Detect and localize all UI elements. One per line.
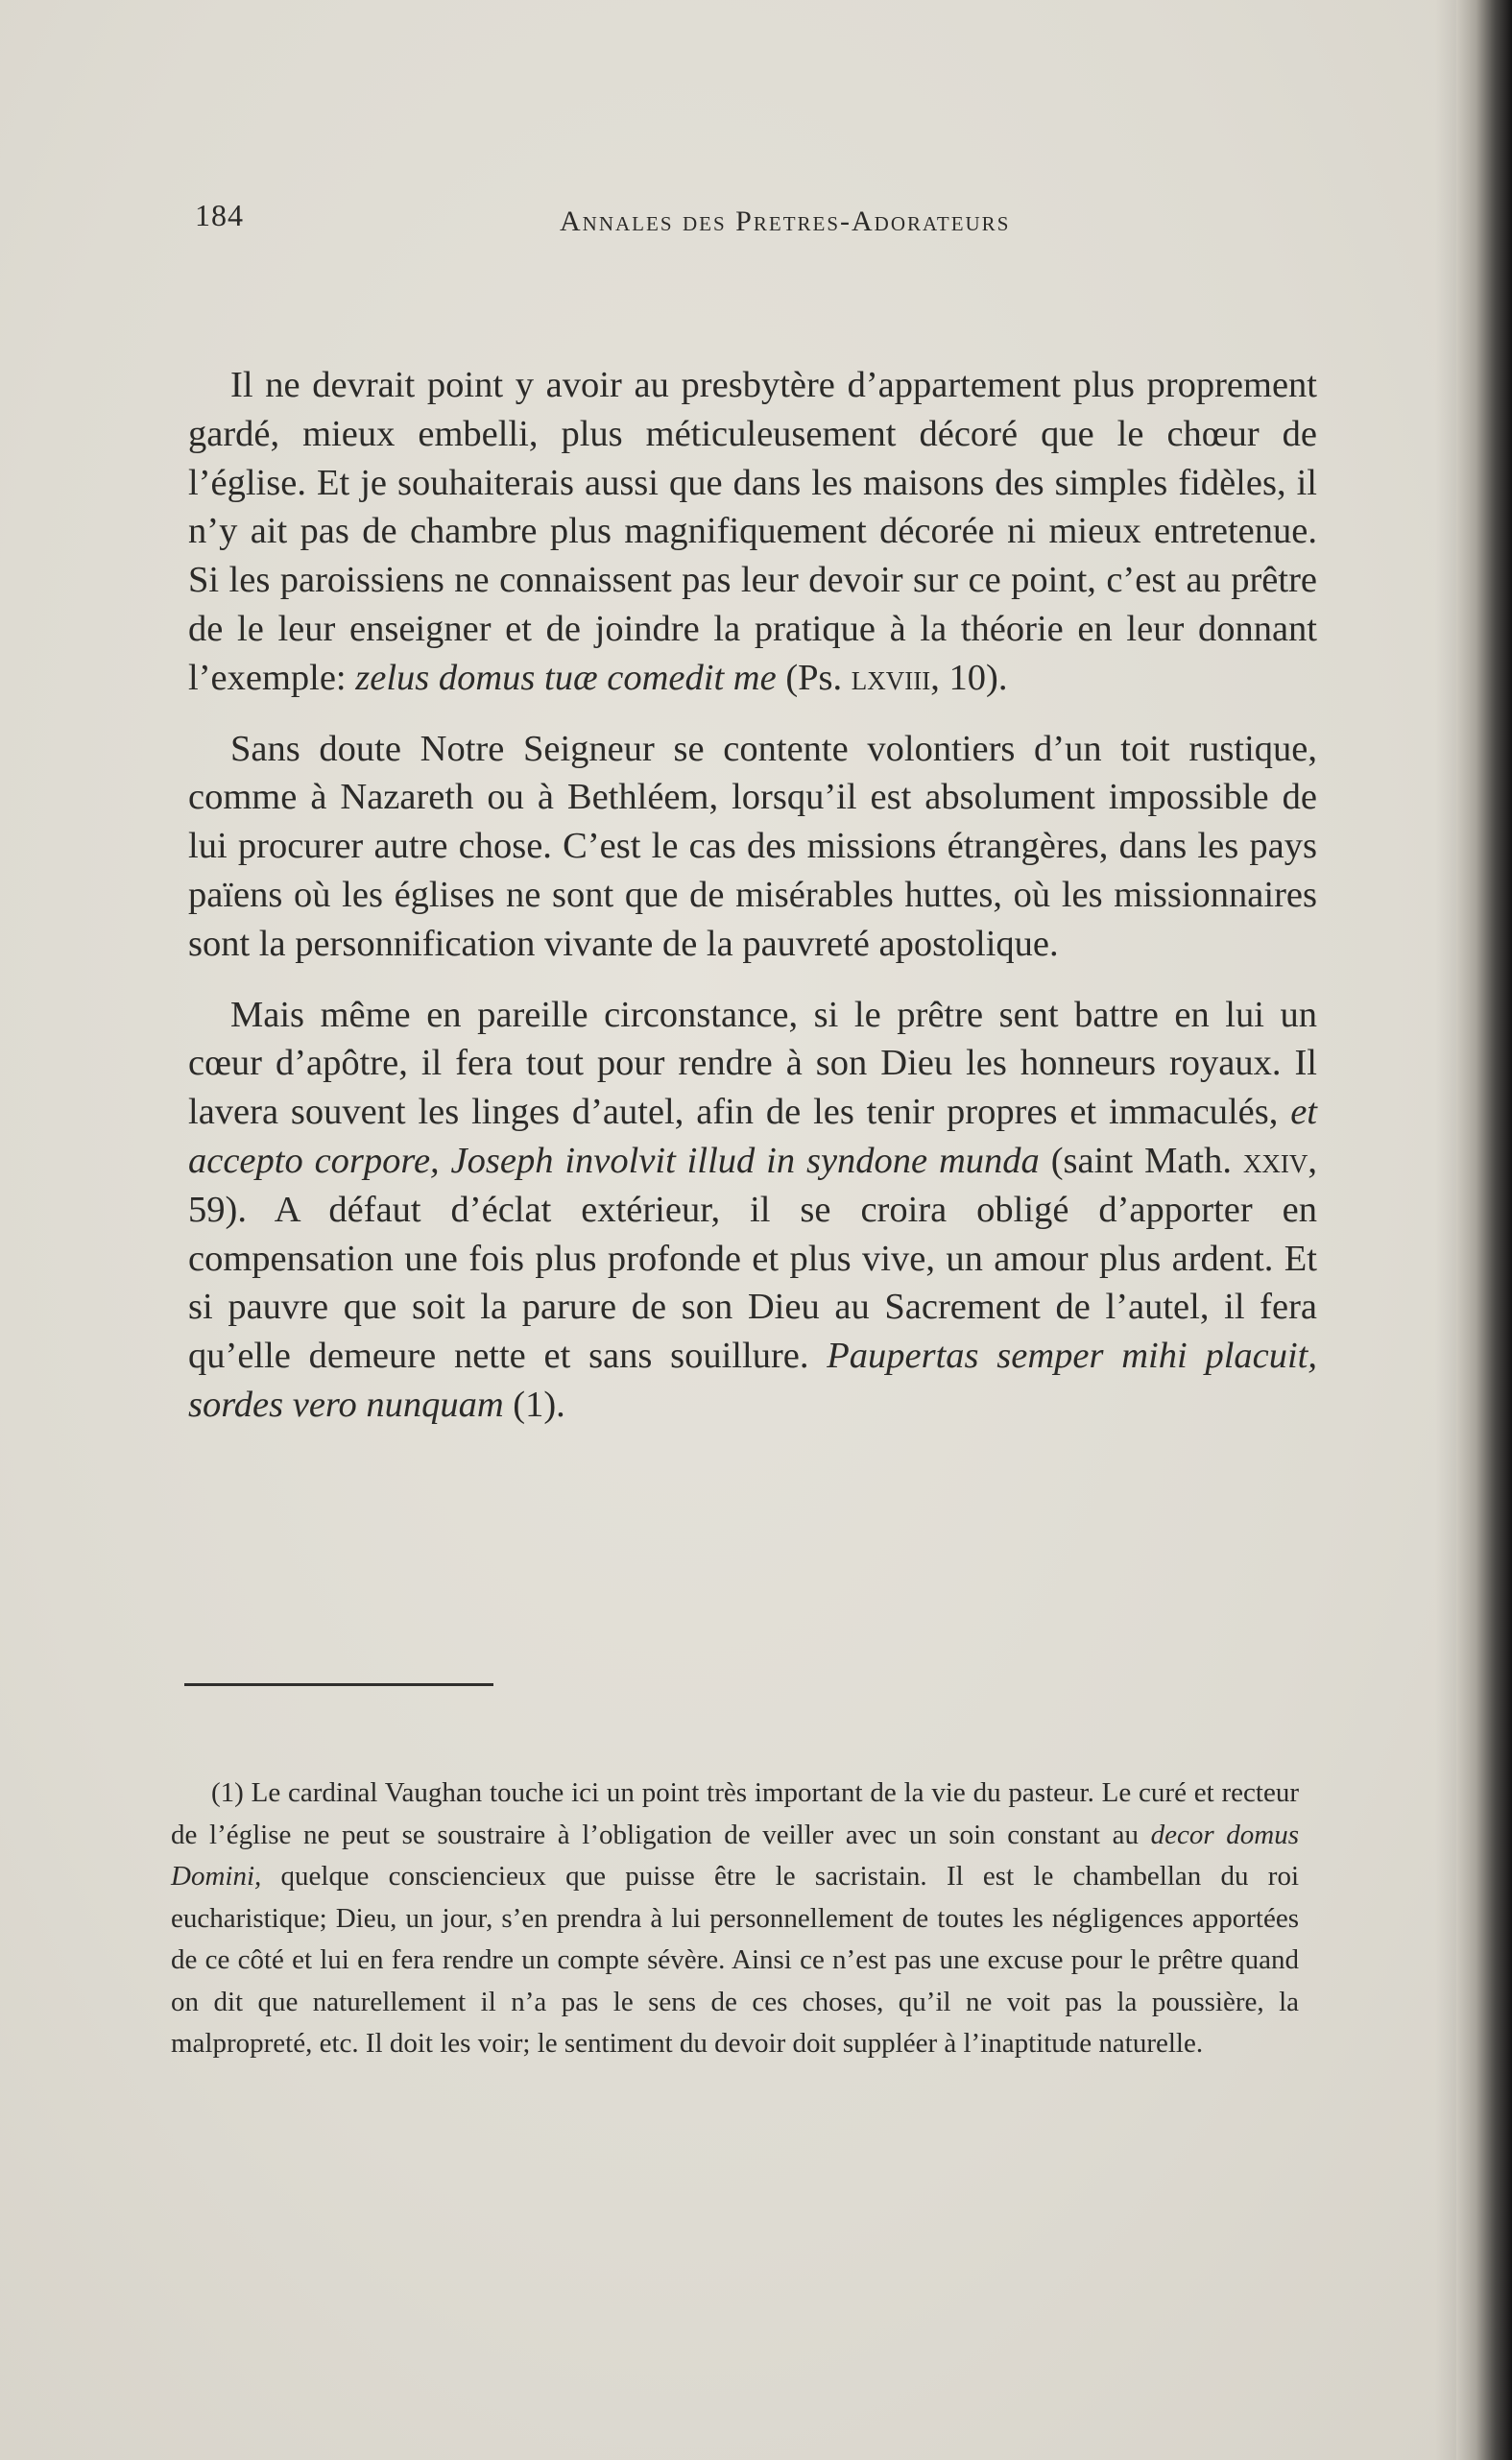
paragraph — [188, 725, 1317, 969]
footnote-text: quelque consciencieux que puisse être le sacristain. Il est le chambellan du roi eucharistique; Dieu, un jour, s’en prendra à lui personnellement de toutes les négligences apportées de ce côté et lui en fera rendre un compte sévère. Ainsi ce n’est pas une excuse pour le prêtre quand on dit que naturellement il n’a pas le sens de ces choses, qu’il ne voit pas la poussière, la malpropreté, etc. Il doit les voir; le sentiment du devoir doit suppléer à l’inaptitude naturelle. — [171, 1861, 1299, 2059]
paragraph-text: , 59). A défaut d’éclat extérieur, il se croira obligé d’apporter en compensation une fois plus profonde et plus vive, un amour plus ardent. Et si pauvre que soit la parure de son Dieu au Sacrement de l’autel, il fera qu’elle demeure nette et sans souillure. — [188, 1140, 1317, 1377]
footnote-rule — [184, 1683, 493, 1686]
main-text — [188, 361, 1317, 1452]
roman-numeral: lxviii — [851, 657, 931, 698]
running-title: Annales des Pretres-Adorateurs — [560, 205, 1011, 237]
roman-numeral: xxiv — [1242, 1140, 1308, 1181]
paragraph-text: , 10). — [930, 657, 1008, 698]
latin-quote: decor domus Domini, — [171, 1819, 1300, 1892]
page-number: 184 — [195, 198, 244, 232]
paragraph — [188, 361, 1317, 703]
paragraph-text: (1). — [503, 1384, 565, 1425]
binding-shadow — [1435, 0, 1456, 2460]
paragraph-text: (saint Math. — [1039, 1140, 1243, 1181]
book-spine — [1456, 0, 1512, 2460]
footnote — [171, 1773, 1299, 2065]
paragraph-text: Mais même en pareille circonstance, si le prêtre sent battre en lui un cœur d’apôtre, il fera tout pour rendre à son Dieu les honneurs royaux. Il lavera souvent les linges d’autel, afin de les tenir propres et immaculés, — [188, 994, 1317, 1133]
paragraph-text: (Ps. — [776, 657, 852, 698]
paragraph-text: Sans doute Notre Seigneur se contente volontiers d’un toit rustique, comme à Nazareth ou à Bethléem, lorsqu’il est absolument impossible de lui procurer autre chose. C’est le cas des missions étrangères, dans les pays païens où les églises ne sont que de misérables huttes, où les missionnaires sont la personnification vivante de la pauvreté apostolique. — [188, 728, 1317, 964]
footnote-paragraph — [171, 1773, 1299, 2065]
footnote-text: (1) Le cardinal Vaughan touche ici un point très important de la vie du pasteur. Le curé et recteur de l’église ne peut se soustraire à l’obligation de veiller avec un soin constant au — [171, 1777, 1299, 1850]
latin-quote: zelus domus tuæ comedit me — [355, 657, 777, 698]
paragraph-text: Il ne devrait point y avoir au presbytère d’appartement plus proprement gardé, mieux embelli, plus méticuleusement décoré que le chœur de l’église. Et je souhaiterais aussi que dans les maisons des simples fidèles, il n’y ait pas de chambre plus magnifiquement décorée ni mieux entretenue. Si les paroissiens ne connaissent pas leur devoir sur ce point, c’est au prêtre de le leur enseigner et de joindre la pratique à la théorie en leur donnant l’exemple: — [188, 365, 1317, 698]
paragraph — [188, 991, 1317, 1430]
latin-quote: et accepto corpore, Joseph involvit illud in syndone munda — [188, 1092, 1317, 1181]
latin-quote: Paupertas semper mihi placuit, sordes vero nunquam — [188, 1336, 1317, 1425]
